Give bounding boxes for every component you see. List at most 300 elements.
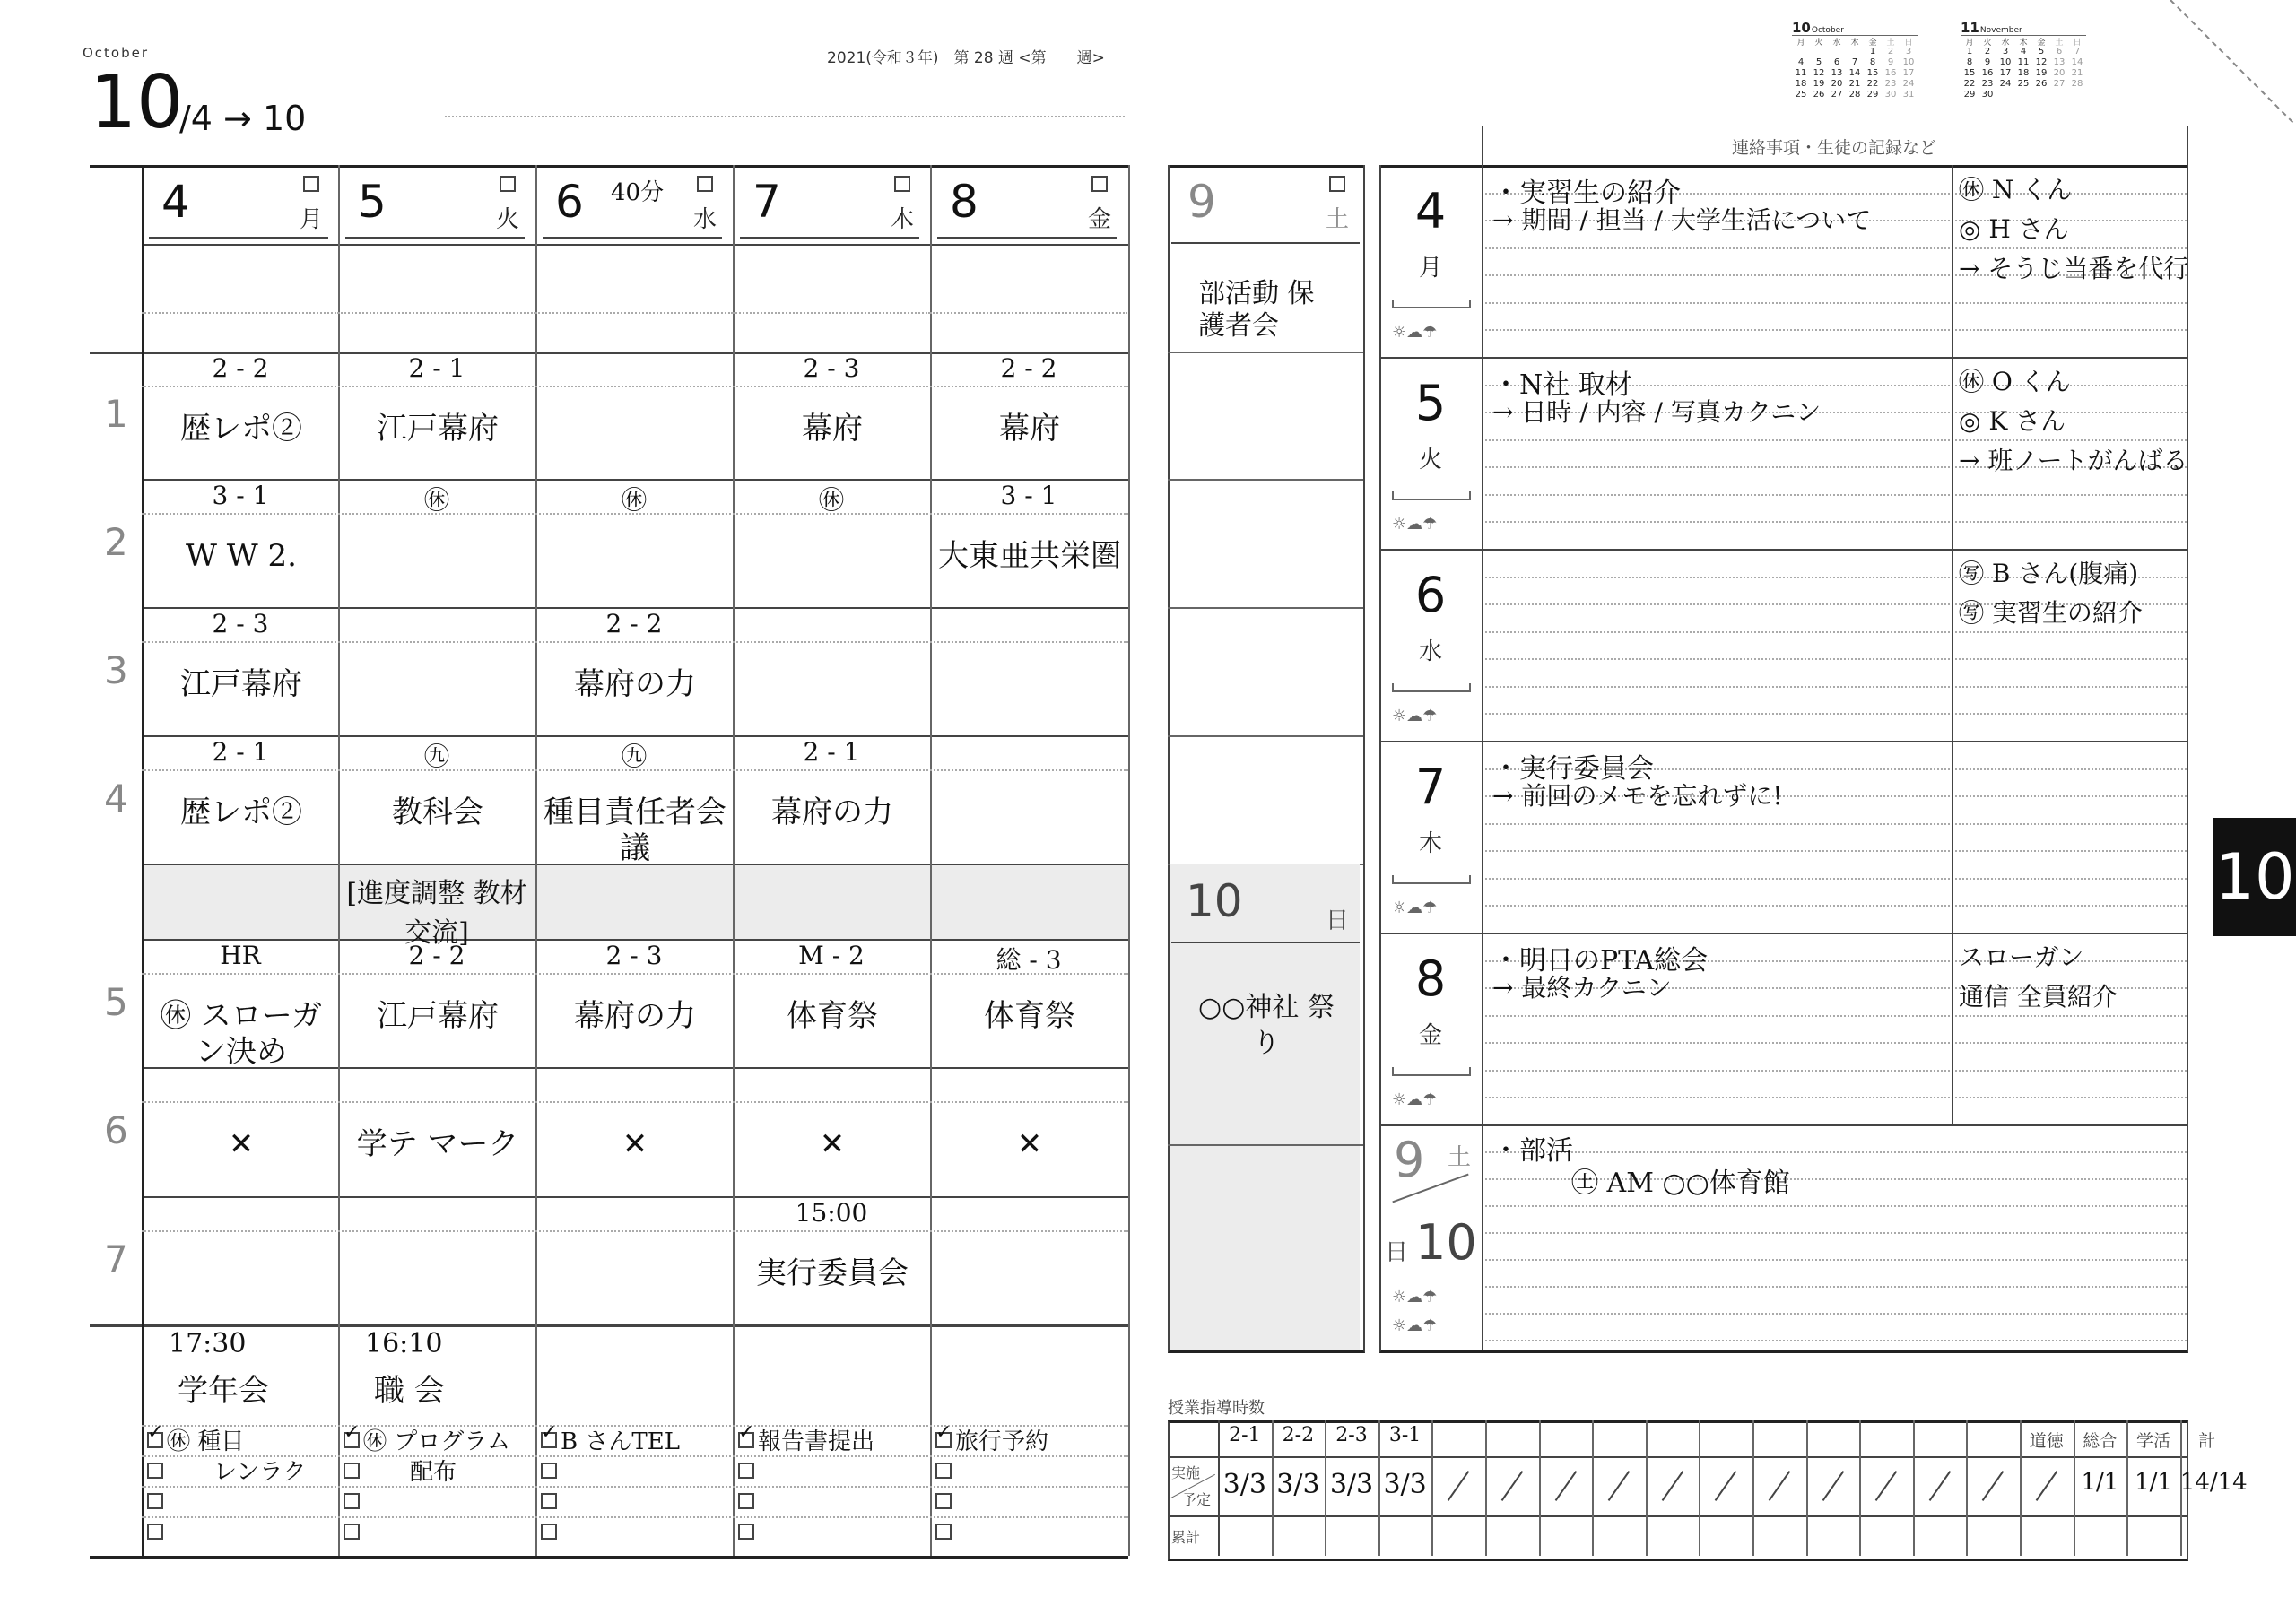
hours-col-line xyxy=(1539,1420,1541,1556)
minical-day[interactable]: 31 xyxy=(1902,90,1915,100)
student-record: スローガン xyxy=(1959,942,2084,972)
weekday-checkbox[interactable] xyxy=(500,176,516,192)
student-record: ㊢ B さん(腹痛) xyxy=(1959,559,2139,588)
period-cell-top: 2 - 3 xyxy=(212,609,269,638)
class-name: 2-3 xyxy=(1335,1424,1368,1446)
sun-note: ○○神社 祭り xyxy=(1198,992,1335,1059)
student-record: ㊡ N くん xyxy=(1959,175,2073,204)
minical-day[interactable]: 13 xyxy=(2053,57,2066,67)
weekend-row-line xyxy=(1168,352,1363,353)
period-cell-main[interactable]: W W 2. xyxy=(186,538,297,574)
minical-month-num: 11 xyxy=(1961,20,1979,36)
weekday-checkbox[interactable] xyxy=(894,176,910,192)
period-label: 6 xyxy=(104,1108,128,1152)
todo-item-sub: レンラク xyxy=(213,1459,307,1486)
minical-month-num: 10 xyxy=(1792,20,1811,36)
diary-note-1: ・実行委員会 xyxy=(1492,753,1654,785)
hours-col-line xyxy=(1699,1420,1700,1556)
weekday-checkbox[interactable] xyxy=(697,176,713,192)
period-label: 3 xyxy=(104,647,128,692)
minical-day[interactable]: 20 xyxy=(2053,68,2066,78)
pre-row-dotline xyxy=(338,312,535,314)
class-hours[interactable]: 3/3 xyxy=(1276,1469,1320,1500)
minical-day[interactable]: 16 xyxy=(1884,68,1897,78)
weather-icons[interactable]: ☼☁☂ xyxy=(1392,323,1438,342)
period-cell-top: ㊡ xyxy=(621,485,647,515)
notes-header-frame xyxy=(1482,126,2188,165)
diary-note-2: → 最終カクニン xyxy=(1492,973,1672,1003)
diary-col-line xyxy=(1482,165,1483,1350)
period-cell-top: 2 - 3 xyxy=(803,353,860,383)
class-hours[interactable]: 3/3 xyxy=(1222,1469,1266,1500)
period-cell-top: 2 - 2 xyxy=(1000,353,1057,383)
minical-day[interactable]: 21 xyxy=(2071,68,2083,78)
minical-day[interactable]: 22 xyxy=(1866,79,1879,89)
period-cell-top: M - 2 xyxy=(798,941,865,970)
header-underline xyxy=(345,237,525,239)
extra-hours[interactable]: 1/1 xyxy=(2081,1469,2119,1496)
minical-day[interactable]: 19 xyxy=(1813,79,1825,89)
diary-note-1: ・明日のPTA総会 xyxy=(1492,945,1709,977)
sat-number: 9 xyxy=(1187,176,1216,228)
sat-label: 土 xyxy=(1326,206,1350,233)
period-cell-main[interactable]: 幕府 xyxy=(802,411,863,447)
todo-checkbox[interactable] xyxy=(344,1524,360,1540)
minical-dow: 月 xyxy=(1796,39,1805,48)
hours-col-line xyxy=(1966,1420,1968,1556)
timetable-col-line xyxy=(930,165,932,1556)
minical-day[interactable]: 8 xyxy=(1869,57,1876,67)
todo-checkbox[interactable] xyxy=(738,1493,754,1509)
minical-day[interactable]: 7 xyxy=(1851,57,1858,67)
period-dotline xyxy=(142,386,1128,387)
minical-day[interactable]: 11 xyxy=(1795,68,1807,78)
period-label: 1 xyxy=(104,392,128,436)
timetable-col-line xyxy=(733,165,735,1556)
minical-day[interactable]: 21 xyxy=(1848,79,1861,89)
timetable-row-line xyxy=(142,1196,1128,1198)
weekend-row-line xyxy=(1168,735,1363,737)
hours-row-line xyxy=(1168,1515,2187,1517)
weekday-number: 5 xyxy=(358,176,387,228)
class-name: 2-1 xyxy=(1229,1424,1261,1446)
period-cell-top: 15:00 xyxy=(795,1198,868,1228)
minical-month-en: November xyxy=(1979,26,2022,35)
bottom-event: 職 会 xyxy=(374,1373,445,1409)
period-cell-main[interactable]: 体育祭 xyxy=(984,998,1075,1034)
period-cell-main[interactable]: ✕ xyxy=(622,1126,648,1162)
minical-day[interactable]: 6 xyxy=(1833,57,1840,67)
minical-day[interactable]: 10 xyxy=(1999,57,2012,67)
hours-row-line xyxy=(1168,1456,2187,1458)
check-mark: ✓ xyxy=(935,1421,952,1444)
minical-dow: 土 xyxy=(1886,39,1895,48)
minical-day[interactable]: 8 xyxy=(1966,57,1973,67)
minical-day[interactable]: 18 xyxy=(1795,79,1807,89)
weather-icons[interactable]: ☼☁☂ xyxy=(1392,707,1438,725)
period-cell-top: ㊈ xyxy=(621,742,647,771)
minical-day[interactable]: 16 xyxy=(1981,68,1994,78)
minical-day[interactable]: 12 xyxy=(1813,68,1825,78)
period-cell-main[interactable]: 教科会 xyxy=(392,794,483,830)
header-underline xyxy=(149,237,328,239)
todo-checkbox[interactable] xyxy=(738,1524,754,1540)
period-cell-top: ㊡ xyxy=(818,485,844,515)
period-cell-top: 総 - 3 xyxy=(996,945,1062,975)
minical-dow: 日 xyxy=(2073,39,2082,48)
diary-day-label: 火 xyxy=(1418,447,1442,473)
period-cell-main[interactable]: 幕府の力 xyxy=(771,794,893,830)
minical-day[interactable]: 15 xyxy=(1866,68,1879,78)
period-cell-main[interactable]: 幕府の力 xyxy=(574,998,696,1034)
month-number: 10 xyxy=(90,60,184,145)
diary-day-label: 金 xyxy=(1418,1022,1442,1049)
period-cell-main[interactable]: ✕ xyxy=(819,1126,846,1162)
minical-day[interactable]: 1 xyxy=(1869,47,1876,56)
row-label-total: 累計 xyxy=(1171,1529,1201,1546)
period-cell-main[interactable]: 江戸幕府 xyxy=(377,411,499,447)
period-cell-top: 2 - 3 xyxy=(605,941,663,970)
notes-header: 連絡事項・生徒の記録など xyxy=(1731,138,1936,158)
minical-dow: 水 xyxy=(1832,39,1841,48)
minical-day[interactable]: 17 xyxy=(1999,68,2012,78)
minical-day[interactable]: 28 xyxy=(2071,79,2083,89)
minical-day[interactable]: 29 xyxy=(1963,90,1976,100)
minical-day[interactable]: 28 xyxy=(1848,90,1861,100)
period-cell-main[interactable]: 種目責任者会議 xyxy=(544,794,726,866)
record-col-line xyxy=(1952,165,1953,1124)
period-cell-top: HR xyxy=(220,941,261,970)
period-dotline xyxy=(142,1101,1128,1103)
bottom-time: 17:30 xyxy=(169,1328,247,1359)
hours-col-line xyxy=(1592,1420,1594,1556)
period-cell-main[interactable]: 幕府の力 xyxy=(574,666,696,702)
year-week-line: 2021(令和３年) 第 28 週 <第 週> xyxy=(827,49,1105,67)
minical-day[interactable]: 25 xyxy=(2017,79,2030,89)
weather-icons-sun[interactable]: ☼☁☂ xyxy=(1392,1316,1438,1335)
student-record: ◎ H さん xyxy=(1959,214,2069,244)
minical-day[interactable]: 2 xyxy=(1887,47,1894,56)
pre-row-dotline xyxy=(930,312,1127,314)
hours-col-line xyxy=(1913,1420,1915,1556)
minical-day[interactable]: 18 xyxy=(2017,68,2030,78)
pre-row-dotline xyxy=(535,312,733,314)
minical-title xyxy=(1792,20,1844,36)
timetable-top-rule xyxy=(90,165,1128,168)
todo-checkbox[interactable] xyxy=(935,1463,952,1479)
diary-sun-label: 日 xyxy=(1385,1239,1409,1266)
check-mark: ✓ xyxy=(541,1421,558,1444)
todo-item: 報告書提出 xyxy=(758,1428,875,1455)
timetable-col-line xyxy=(338,165,340,1556)
period-cell-main[interactable]: 歴レポ② xyxy=(180,794,302,830)
student-record: ㊡ O くん xyxy=(1959,367,2071,396)
minical-day[interactable]: 5 xyxy=(1815,57,1822,67)
check-mark: ✓ xyxy=(738,1421,755,1444)
extra-subject: 計 xyxy=(2198,1431,2216,1451)
period-cell-top: ㊈ xyxy=(423,742,449,771)
period-cell-main[interactable]: ✕ xyxy=(1016,1126,1043,1162)
hours-col-line xyxy=(1431,1420,1433,1556)
period-cell-main[interactable]: 体育祭 xyxy=(787,998,878,1034)
minical-day[interactable]: 29 xyxy=(1866,90,1879,100)
diary-day-label: 月 xyxy=(1418,255,1442,282)
period-cell-main[interactable]: 歴レポ② xyxy=(180,411,302,447)
hours-col-line xyxy=(1806,1420,1808,1556)
weather-icons[interactable]: ☼☁☂ xyxy=(1392,515,1438,534)
extra-hours[interactable]: 1/1 xyxy=(2135,1469,2172,1496)
period-label: 2 xyxy=(104,519,128,564)
minical-day[interactable]: 17 xyxy=(1902,68,1915,78)
header-underline xyxy=(543,237,722,239)
header-dotted-rule xyxy=(445,116,1125,117)
period-cell-main[interactable]: 江戸幕府 xyxy=(377,998,499,1034)
minical-day[interactable]: 9 xyxy=(1887,57,1894,67)
todo-checkbox[interactable] xyxy=(344,1493,360,1509)
period-label: 7 xyxy=(104,1237,128,1281)
minical-dow: 火 xyxy=(1983,39,1992,48)
period-label: 4 xyxy=(104,776,128,821)
minical-day[interactable]: 24 xyxy=(1999,79,2012,89)
date-range: /4 → 10 xyxy=(179,99,307,138)
todo-checkbox[interactable] xyxy=(935,1493,952,1509)
minical-day[interactable]: 24 xyxy=(1902,79,1915,89)
hours-col-line xyxy=(1646,1420,1648,1556)
minical-day[interactable]: 19 xyxy=(2035,68,2048,78)
weekday-note: 40分 xyxy=(611,179,665,206)
class-hours[interactable]: 3/3 xyxy=(1329,1469,1374,1500)
minical-dow: 日 xyxy=(1904,39,1913,48)
period-cell-main[interactable]: 学テ マーク xyxy=(356,1126,519,1162)
period-cell-main[interactable]: ✕ xyxy=(228,1126,255,1162)
diary-day-number: 4 xyxy=(1414,183,1447,239)
minical-day[interactable]: 15 xyxy=(1963,68,1976,78)
minical-day[interactable]: 26 xyxy=(2035,79,2048,89)
minical-dow: 木 xyxy=(2019,39,2028,48)
sun-underline xyxy=(1171,942,1360,943)
todo-checkbox[interactable] xyxy=(344,1463,360,1479)
todo-checkbox[interactable] xyxy=(541,1463,557,1479)
student-record: ◎ K さん xyxy=(1959,406,2066,436)
timetable-col-line xyxy=(1128,165,1130,1556)
weekend-note-2: ㊏ AM ○○体育館 xyxy=(1571,1168,1790,1199)
period-dotline xyxy=(142,641,1128,643)
todo-checkbox[interactable] xyxy=(935,1524,952,1540)
weather-icons-sat[interactable]: ☼☁☂ xyxy=(1392,1288,1438,1307)
diary-note-2: → 日時 / 内容 / 写真カクニン xyxy=(1492,397,1822,427)
timetable-row-line xyxy=(142,244,1128,246)
weekend-note-1: ・部活 xyxy=(1492,1135,1573,1167)
period-cell-main[interactable]: 江戸幕府 xyxy=(180,666,302,702)
minical-dow: 金 xyxy=(2037,39,2046,48)
todo-checkbox[interactable] xyxy=(541,1524,557,1540)
period-cell-main[interactable]: 大東亜共栄圏 xyxy=(938,538,1121,574)
minical-dow: 金 xyxy=(1868,39,1877,48)
timetable-col-line xyxy=(535,165,537,1556)
todo-item: B さんTEL xyxy=(561,1428,680,1455)
minical-day[interactable]: 26 xyxy=(1813,90,1825,100)
student-record: ㊢ 実習生の紹介 xyxy=(1959,598,2143,628)
minical-day[interactable]: 5 xyxy=(2038,47,2045,56)
weekday-label: 水 xyxy=(693,206,718,233)
class-name: 3-1 xyxy=(1388,1424,1422,1446)
weather-icons[interactable]: ☼☁☂ xyxy=(1392,899,1438,917)
diary-day-label: 木 xyxy=(1418,830,1442,857)
sat-checkbox[interactable] xyxy=(1329,176,1345,192)
minical-day[interactable]: 30 xyxy=(1981,90,1994,100)
diary-day-number: 8 xyxy=(1414,951,1447,1007)
todo-checkbox[interactable] xyxy=(147,1493,163,1509)
timetable-row-line xyxy=(90,1324,1128,1327)
header-underline xyxy=(740,237,919,239)
weekday-label: 木 xyxy=(891,206,915,233)
weekend-row-line xyxy=(1168,607,1363,609)
period-cell-top: 2 - 2 xyxy=(408,941,465,970)
weekday-label: 火 xyxy=(496,206,520,233)
diary-sat-number: 9 xyxy=(1394,1132,1425,1188)
todo-checkbox[interactable] xyxy=(738,1463,754,1479)
timetable-bottom-rule xyxy=(90,1556,1128,1559)
lunch-band xyxy=(142,864,1128,939)
period-cell-main[interactable]: 幕府 xyxy=(999,411,1060,447)
header-underline xyxy=(937,237,1117,239)
minical-day[interactable]: 4 xyxy=(2020,47,2027,56)
minical-day[interactable]: 20 xyxy=(1831,79,1843,89)
minical-day[interactable]: 3 xyxy=(1905,47,1912,56)
diary-sat-label: 土 xyxy=(1448,1144,1472,1171)
minical-day[interactable]: 14 xyxy=(2071,57,2083,67)
diary-day-number: 6 xyxy=(1414,567,1447,623)
weekday-checkbox[interactable] xyxy=(1091,176,1108,192)
bottom-time: 16:10 xyxy=(365,1328,443,1359)
period-cell-top: 2 - 2 xyxy=(212,353,269,383)
weather-icons[interactable]: ☼☁☂ xyxy=(1392,1090,1438,1109)
period-label: 5 xyxy=(104,979,128,1024)
timetable-col-line xyxy=(142,165,144,1556)
diary-note-1: ・N社 取材 xyxy=(1492,369,1632,401)
pre-row-dotline xyxy=(733,312,930,314)
todo-checkbox[interactable] xyxy=(147,1463,163,1479)
diary-day-number: 7 xyxy=(1414,759,1447,815)
todo-item-sub: 配布 xyxy=(410,1459,457,1486)
sun-number: 10 xyxy=(1186,875,1243,927)
sat-underline xyxy=(1171,242,1360,244)
row-label-done: 実施 xyxy=(1171,1464,1201,1481)
period-cell-top: 2 - 1 xyxy=(408,353,465,383)
todo-item: ㊡ プログラム xyxy=(363,1428,511,1455)
weekday-checkbox[interactable] xyxy=(303,176,319,192)
sun-label: 日 xyxy=(1326,907,1350,934)
minical-dow: 木 xyxy=(1850,39,1859,48)
period-cell-top: 3 - 1 xyxy=(1000,481,1057,510)
period-cell-main[interactable]: ㊡ スローガン決め xyxy=(160,998,323,1070)
minical-day[interactable]: 23 xyxy=(1884,79,1897,89)
hours-col-line xyxy=(1859,1420,1861,1556)
student-record: 通信 全員紹介 xyxy=(1959,982,2118,1012)
todo-item: 旅行予約 xyxy=(955,1428,1049,1455)
todo-checkbox[interactable] xyxy=(541,1493,557,1509)
diary-note-2: → 期間 / 担当 / 大学生活について xyxy=(1492,205,1872,235)
weekday-number: 4 xyxy=(161,176,190,228)
period-dotline xyxy=(142,1230,1128,1232)
row-label-plan: 予定 xyxy=(1182,1491,1212,1508)
period-cell-top: 2 - 1 xyxy=(212,737,269,767)
diary-sun-number: 10 xyxy=(1415,1214,1477,1271)
sunday-block xyxy=(1170,864,1360,1350)
diary-note-2: → 前回のメモを忘れずに! xyxy=(1492,781,1783,811)
weekend-row-line xyxy=(1168,479,1363,481)
hours-col-line xyxy=(1752,1420,1754,1556)
minical-title xyxy=(1961,20,2022,36)
diary-frame xyxy=(1379,165,2188,1353)
pre-row-dotline xyxy=(142,312,339,314)
sat-note: 部活動 保護者会 xyxy=(1198,278,1315,342)
diary-day-label: 水 xyxy=(1418,638,1442,665)
student-record: → そうじ当番を代行 xyxy=(1959,254,2189,283)
minical-dow: 水 xyxy=(2001,39,2010,48)
todo-checkbox[interactable] xyxy=(147,1524,163,1540)
period-cell-top: ㊡ xyxy=(423,485,449,515)
weekday-label: 金 xyxy=(1088,206,1112,233)
minical-day[interactable]: 27 xyxy=(1831,90,1843,100)
weekday-label: 月 xyxy=(300,206,324,233)
minical-month-en: October xyxy=(1811,26,1844,35)
extra-hours[interactable]: 14/14 xyxy=(2179,1469,2248,1496)
extra-subject: 総合 xyxy=(2083,1431,2118,1451)
minical-day[interactable]: 3 xyxy=(2002,47,2009,56)
weekday-number: 8 xyxy=(950,176,978,228)
class-name: 2-2 xyxy=(1282,1424,1315,1446)
check-mark: ✓ xyxy=(344,1421,361,1444)
minical-day[interactable]: 4 xyxy=(1797,57,1805,67)
minical-day[interactable]: 22 xyxy=(1963,79,1976,89)
sunday-row-line xyxy=(1168,1144,1363,1146)
minical-day[interactable]: 23 xyxy=(1981,79,1994,89)
minical-day[interactable]: 27 xyxy=(2053,79,2066,89)
minical-day[interactable]: 9 xyxy=(1984,57,1991,67)
check-mark: ✓ xyxy=(147,1421,164,1444)
minical-dow: 土 xyxy=(2055,39,2064,48)
month-tab[interactable]: 10 xyxy=(2213,818,2296,936)
extra-subject: 道徳 xyxy=(2029,1431,2064,1451)
weekday-number: 7 xyxy=(752,176,781,228)
period-cell-top: 3 - 1 xyxy=(212,481,269,510)
diary-note-1: ・実習生の紹介 xyxy=(1492,178,1681,209)
minical-day[interactable]: 10 xyxy=(1902,57,1915,67)
period-cell-top: 2 - 1 xyxy=(803,737,860,767)
class-hours[interactable]: 3/3 xyxy=(1383,1469,1427,1500)
minical-day[interactable]: 13 xyxy=(1831,68,1843,78)
minical-day[interactable]: 6 xyxy=(2056,47,2063,56)
minical-day[interactable]: 1 xyxy=(1966,47,1973,56)
minical-day[interactable]: 2 xyxy=(1984,47,1991,56)
minical-day[interactable]: 25 xyxy=(1795,90,1807,100)
todo-item: ㊡ 種目 xyxy=(167,1428,245,1455)
period-cell-top: 2 - 2 xyxy=(605,609,663,638)
minical-day[interactable]: 30 xyxy=(1884,90,1897,100)
lunch-note: [進度調整 教材交流] xyxy=(346,878,527,949)
minical-day[interactable]: 12 xyxy=(2035,57,2048,67)
minical-day[interactable]: 14 xyxy=(1848,68,1861,78)
extra-subject: 学活 xyxy=(2135,1431,2170,1451)
minical-day[interactable]: 11 xyxy=(2017,57,2030,67)
page-corner-line xyxy=(2152,0,2296,143)
minical-day[interactable]: 7 xyxy=(2074,47,2081,56)
month-en: October xyxy=(83,45,150,61)
hours-title: 授業指導時数 xyxy=(1168,1399,1265,1418)
period-cell-main[interactable]: 実行委員会 xyxy=(756,1255,909,1291)
weekday-number: 6 xyxy=(555,176,584,228)
